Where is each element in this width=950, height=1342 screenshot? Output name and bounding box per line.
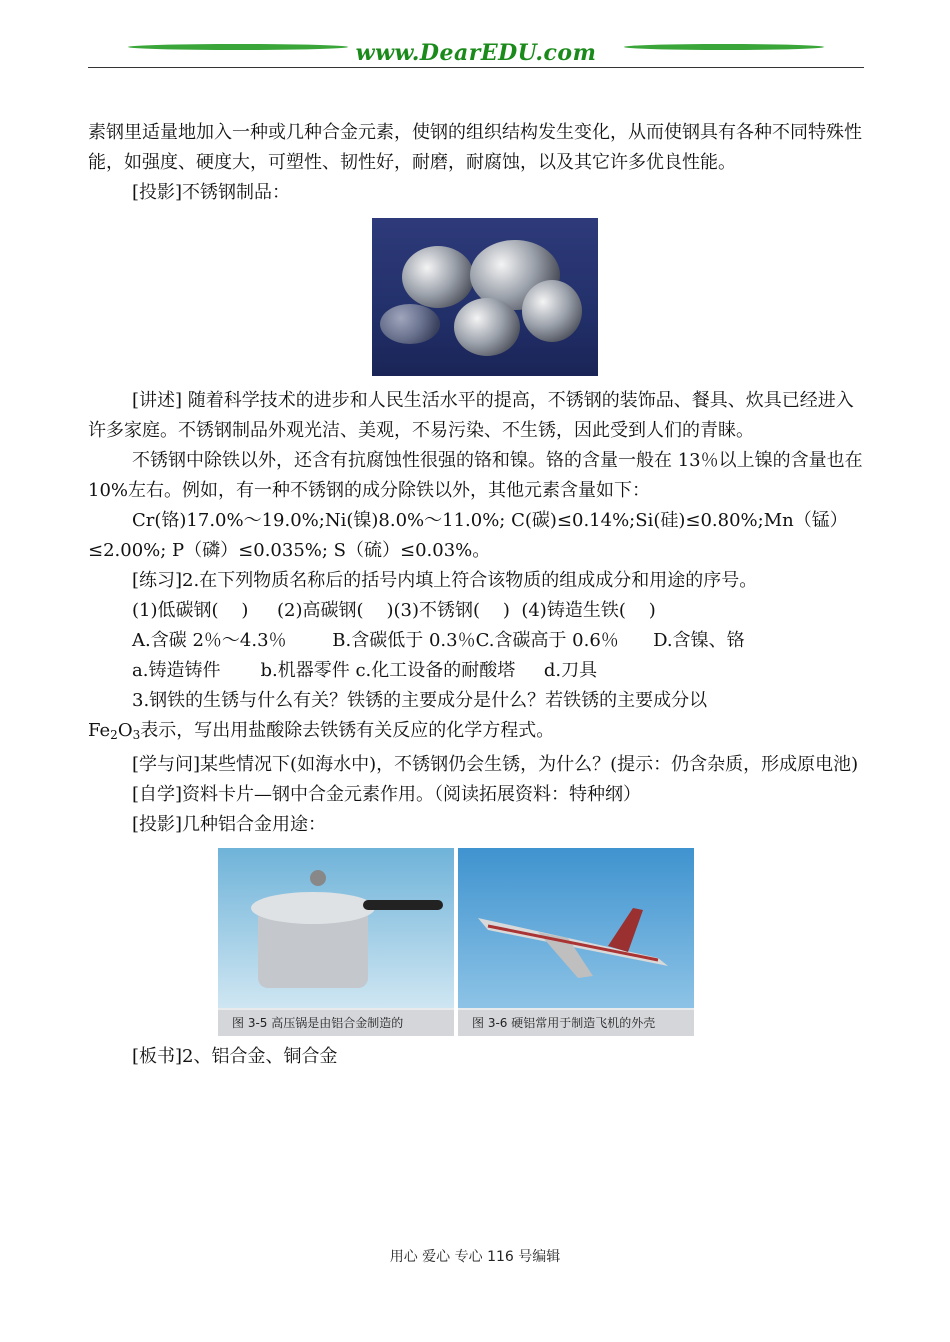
question-rust-formula: $Fe_2O_3$表示，写出用盐酸除去铁锈有关反应的化学方程式。 bbox=[88, 720, 555, 742]
paragraph-composition: 不锈钢中除铁以外，还含有抗腐蚀性很强的铬和镍。铬的含量一般在 13％以上镍的含量也在 10%左右。例如，有一种不锈钢的成分除铁以外，其他元素含量如下： bbox=[88, 450, 863, 501]
paragraph-element-content: Cr(铬)17.0%～19.0%;Ni(镍)8.0%～11.0%; C(碳)≤0.14%;Si(硅)≤0.80%;Mn（锰）≤2.00%; P（磷）≤0.035%; S（硫）≤0.03%。 bbox=[88, 510, 848, 561]
exercise-items: (1)低碳钢( ) (2)高碳钢( )(3)不锈钢( ) (4)铸造生铁( ) bbox=[132, 600, 656, 621]
page-header bbox=[88, 34, 864, 74]
paragraph-alloy-intro: 素钢里适量地加入一种或几种合金元素，使钢的组织结构发生变化，从而使钢具有各种不同特殊性能，如强度、硬度大，可塑性、韧性好，耐磨，耐腐蚀，以及其它许多优良性能。 bbox=[88, 122, 862, 173]
page-footer: 用心 爱心 专心 116 号编辑 bbox=[389, 1249, 561, 1265]
figure-caption-cooker: 图 3-5 高压锅是由铝合金制造的 bbox=[218, 1010, 454, 1036]
paragraph-lecture: [讲述] 随着科学技术的进步和人民生活水平的提高，不锈钢的装饰品、餐具、炊具已经进入许多家庭。不锈钢制品外观光洁、美观，不易污染、不生锈，因此受到人们的青睐。 bbox=[88, 390, 854, 441]
figure-caption-airplane: 图 3-6 硬铝常用于制造飞机的外壳 bbox=[458, 1010, 694, 1036]
paragraph-projection-stainless: [投影]不锈钢制品： bbox=[132, 182, 291, 203]
aluminum-alloy-photos bbox=[218, 848, 704, 1036]
airplane-figure bbox=[458, 848, 694, 1036]
question-rust: 3.钢铁的生锈与什么有关？铁锈的主要成分是什么？若铁锈的主要成分以 bbox=[132, 690, 708, 711]
paragraph-exercise: [练习]2.在下列物质名称后的括号内填上符合该物质的组成成分和用途的序号。 bbox=[132, 570, 758, 591]
brand-logo: www.DearEDU.com bbox=[355, 40, 597, 66]
stainless-steel-products-photo bbox=[372, 218, 598, 376]
header-rule bbox=[88, 67, 864, 68]
paragraph-board: [板书]2、铝合金、铜合金 bbox=[132, 1046, 338, 1067]
document-body bbox=[88, 118, 864, 1072]
paragraph-learn-ask: [学与问]某些情况下(如海水中)，不锈钢仍会生锈，为什么？(提示：仍含杂质，形成原电池) bbox=[132, 754, 859, 775]
exercise-options-composition: A.含碳 2％～4.3％ B.含碳低于 0.3％C.含碳高于 0.6％ D.含镍、铬 bbox=[132, 630, 745, 651]
exercise-options-use: a.铸造铸件 b.机器零件 c.化工设备的耐酸塔 d.刀具 bbox=[132, 660, 598, 681]
paragraph-self-study: [自学]资料卡片—钢中合金元素作用。（阅读拓展资料：特种纲） bbox=[132, 784, 642, 805]
pressure-cooker-figure bbox=[218, 848, 454, 1036]
paragraph-projection-aluminum: [投影]几种铝合金用途： bbox=[132, 814, 327, 835]
